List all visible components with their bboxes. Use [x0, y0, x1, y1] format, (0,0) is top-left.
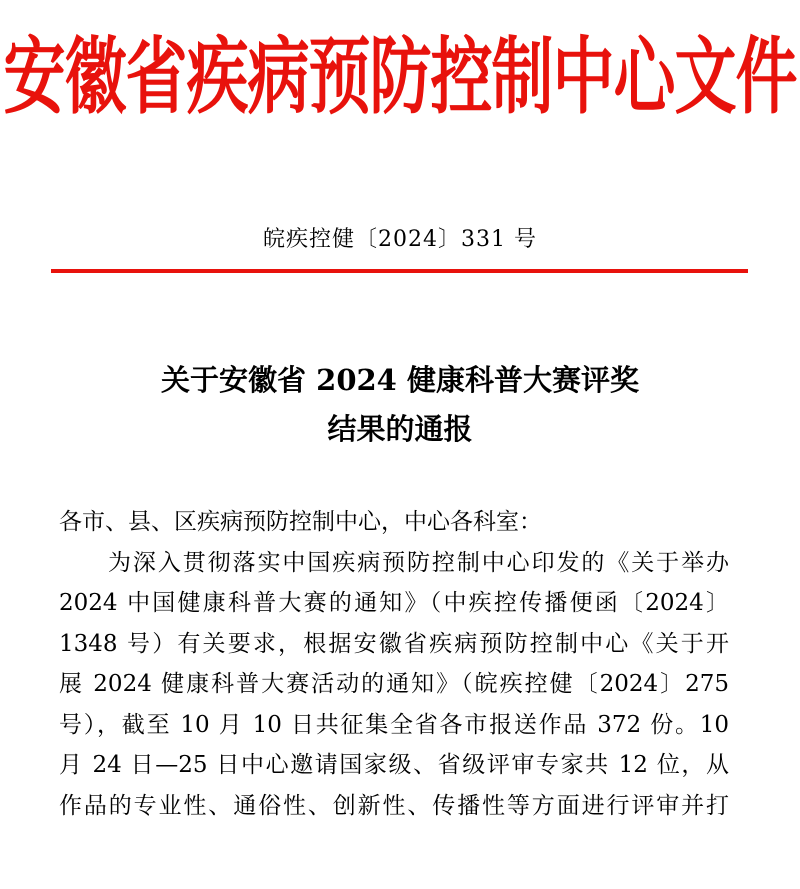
body-line: 号），截至 10 月 10 日共征集全省各市报送作品 372 份。10: [59, 711, 729, 738]
document-body: [59, 502, 729, 826]
addressee: 各市、县、区疾病预防控制中心，中心各科室：: [59, 509, 542, 535]
document-title: [0, 356, 800, 454]
document-number: 皖疾控健〔2024〕331 号: [263, 227, 537, 252]
red-divider: [51, 269, 748, 273]
body-line: 月 24 日—25 日中心邀请国家级、省级评审专家共 12 位，从: [59, 752, 729, 778]
body-line: 2024 中国健康科普大赛的通知》（中疾控传播便函〔2024〕: [59, 590, 729, 616]
body-line: 1348 号）有关要求，根据安徽省疾病预防控制中心《关于开: [59, 630, 729, 657]
body-line: 展 2024 健康科普大赛活动的通知》（皖疾控健〔2024〕275: [59, 671, 729, 697]
body-line: 为深入贯彻落实中国疾病预防控制中心印发的《关于举办: [108, 549, 729, 576]
title-line-1: 关于安徽省 2024 健康科普大赛评奖: [161, 363, 639, 397]
document-header: 安徽省疾病预防控制中心文件: [3, 27, 797, 126]
title-line-2: 结果的通报: [327, 412, 473, 446]
body-line: 作品的专业性、通俗性、创新性、传播性等方面进行评审并打: [59, 792, 729, 819]
